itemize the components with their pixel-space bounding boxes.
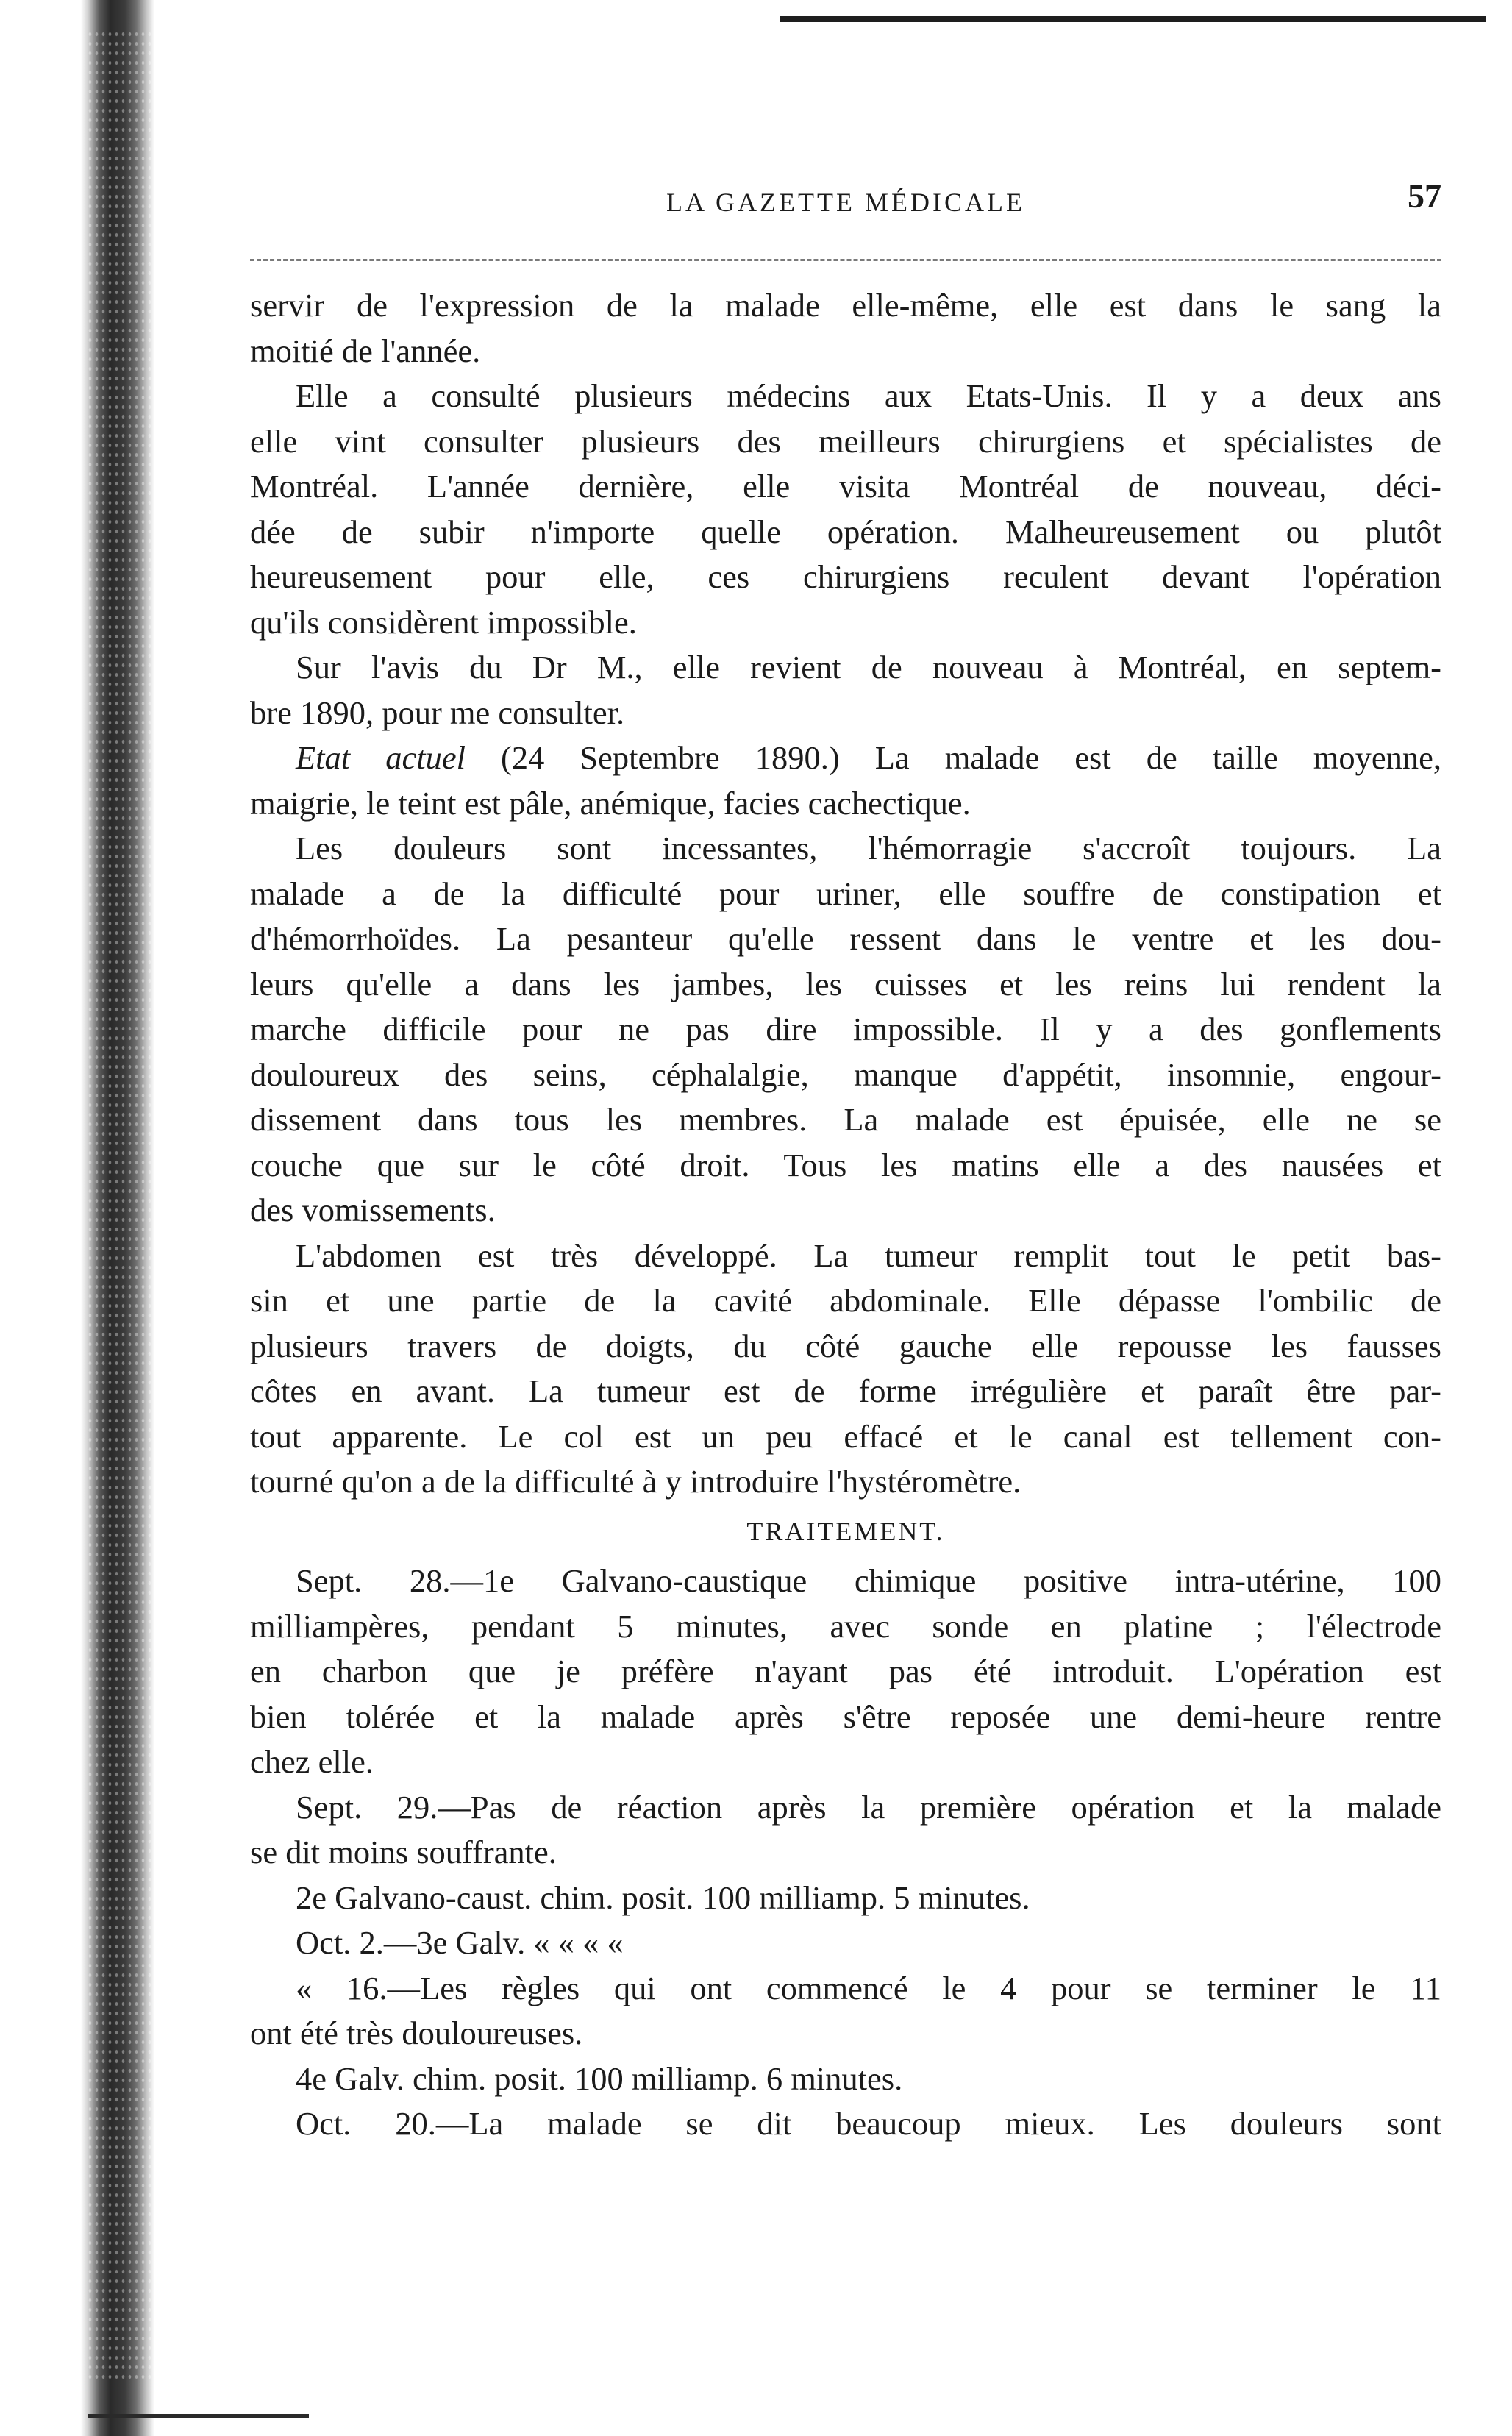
text-line: « 16.—Les règles qui ont commencé le 4 pour se terminer le 11 xyxy=(296,1969,1441,2006)
text-line: dissement dans tous les membres. La malade est épuisée, elle ne se xyxy=(250,1101,1441,1138)
text-line: servir de l'expression de la malade elle-même, elle est dans le sang la xyxy=(250,287,1441,324)
text-line: Elle a consulté plusieurs médecins aux Etats-Unis. Il y a deux ans xyxy=(296,377,1441,414)
text-line: Montréal. L'année dernière, elle visita Montréal de nouveau, déci- xyxy=(250,468,1441,505)
text-line: Sur l'avis du Dr M., elle revient de nouveau à Montréal, en septem- xyxy=(296,649,1441,685)
text-line: elle vint consulter plusieurs des meilleurs chirurgiens et spécialistes de xyxy=(250,422,1441,460)
text-line: marche difficile pour ne pas dire impossible. Il y a des gonflements xyxy=(250,1011,1441,1047)
text-line: se dit moins souffrante. xyxy=(250,1834,557,1870)
text-line: malade a de la difficulté pour uriner, elle souffre de constipation et xyxy=(250,875,1441,912)
text-line: dée de subir n'importe quelle opération. Malheureusement ou plutôt xyxy=(250,513,1441,550)
text-line: Sept. 28.—1e Galvano-caustique chimique positive intra-utérine, 100 xyxy=(296,1562,1441,1599)
text-line: d'hémorrhoïdes. La pesanteur qu'elle ressent dans le ventre et les dou- xyxy=(250,920,1441,957)
section-heading: TRAITEMENT. xyxy=(746,1516,945,1546)
text-line: côtes en avant. La tumeur est de forme irrégulière et paraît être par- xyxy=(250,1372,1441,1409)
text-line: des vomissements. xyxy=(250,1192,496,1228)
text-line: couche que sur le côté droit. Tous les matins elle a des nausées et xyxy=(250,1146,1441,1183)
text-line: chez elle. xyxy=(250,1743,374,1780)
text-line: en charbon que je préfère n'ayant pas été introduit. L'opération est xyxy=(250,1653,1441,1689)
etat-actuel-label: Etat actuel xyxy=(296,739,466,776)
scan-binding-texture xyxy=(87,29,153,2383)
text-line: plusieurs travers de doigts, du côté gauche elle repousse les fausses xyxy=(250,1327,1441,1364)
top-scan-rule xyxy=(780,16,1486,22)
text-line: moitié de l'année. xyxy=(250,332,481,369)
text-line: milliampères, pendant 5 minutes, avec sonde en platine ; l'électrode xyxy=(250,1607,1441,1645)
etat-actuel-text: (24 Septembre 1890.) La malade est de taille moyenne, xyxy=(501,739,1442,776)
text-line: bien tolérée et la malade après s'être reposée une demi-heure rentre xyxy=(250,1698,1441,1735)
text-line: tourné qu'on a de la difficulté à y introduire l'hystéromètre. xyxy=(250,1463,1021,1500)
text-line: ont été très douloureuses. xyxy=(250,2015,583,2051)
text-line: 2e Galvano-caust. chim. posit. 100 milliamp. 5 minutes. xyxy=(296,1878,1030,1916)
text-line: Oct. 20.—La malade se dit beaucoup mieux. Les douleurs sont xyxy=(296,2105,1441,2142)
page-text xyxy=(250,283,1441,2147)
text-line: Oct. 2.—3e Galv. « « « « xyxy=(296,1924,624,1961)
bottom-scan-rule xyxy=(88,2414,309,2418)
running-head xyxy=(250,177,1441,228)
text-line: bre 1890, pour me consulter. xyxy=(250,694,625,731)
text-line: tout apparente. Le col est un peu effacé et le canal est tellement con- xyxy=(250,1417,1441,1455)
header-rule xyxy=(250,259,1441,261)
text-line: sin et une partie de la cavité abdominale. Elle dépasse l'ombilic de xyxy=(250,1282,1441,1319)
text-line: douloureux des seins, céphalalgie, manque d'appétit, insomnie, engour- xyxy=(250,1055,1441,1093)
text-line: maigrie, le teint est pâle, anémique, facies cachectique. xyxy=(250,784,971,822)
text-line: 4e Galv. chim. posit. 100 milliamp. 6 minutes. xyxy=(296,2059,903,2097)
journal-title: LA GAZETTE MÉDICALE xyxy=(666,188,1025,217)
text-line: heureusement pour elle, ces chirurgiens reculent devant l'opération xyxy=(250,558,1441,595)
text-line: qu'ils considèrent impossible. xyxy=(250,603,637,641)
text-line: leurs qu'elle a dans les jambes, les cuisses et les reins lui rendent la xyxy=(250,965,1441,1002)
text-line: Les douleurs sont incessantes, l'hémorragie s'accroît toujours. La xyxy=(296,830,1441,866)
page-number: 57 xyxy=(1408,177,1441,215)
text-line: Sept. 29.—Pas de réaction après la première opération et la malade xyxy=(296,1788,1441,1826)
text-line: L'abdomen est très développé. La tumeur remplit tout le petit bas- xyxy=(296,1236,1441,1274)
text-line-etat xyxy=(250,736,1441,781)
